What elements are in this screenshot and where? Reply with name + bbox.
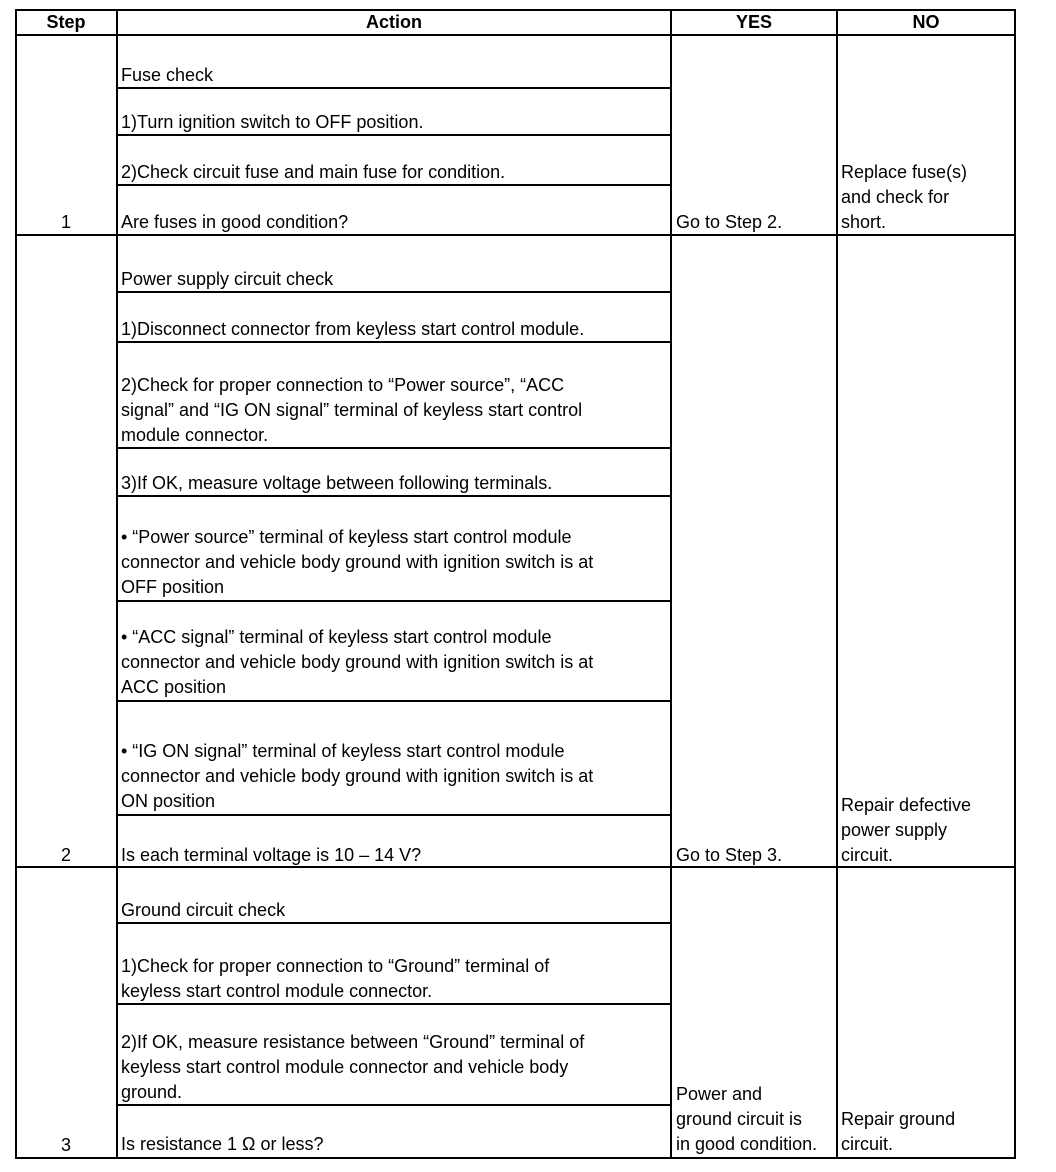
action-line: ACC position <box>121 677 227 697</box>
yes-result: Power and <box>676 1084 763 1104</box>
action-line: • “ACC signal” terminal of keyless start control module <box>121 627 552 647</box>
header-no: NO <box>912 12 940 32</box>
action-line: connector and vehicle body ground with ignition switch is at <box>121 652 594 672</box>
action-line: ground. <box>121 1082 183 1102</box>
no-result: power supply <box>841 820 948 840</box>
action-line: Power supply circuit check <box>121 269 334 289</box>
action-line: signal” and “IG ON signal” terminal of keyless start control <box>121 400 583 420</box>
action-line: keyless start control module connector. <box>121 981 433 1001</box>
no-result: short. <box>841 212 887 232</box>
action-divider <box>116 600 672 602</box>
action-line: 1)Check for proper connection to “Ground” terminal of <box>121 956 550 976</box>
no-result: Replace fuse(s) <box>841 162 968 182</box>
grid-line <box>670 9 672 1159</box>
action-line: 2)Check circuit fuse and main fuse for condition. <box>121 162 506 182</box>
no-result: circuit. <box>841 1134 894 1154</box>
action-line: 3)If OK, measure voltage between following terminals. <box>121 473 553 493</box>
yes-result: ground circuit is <box>676 1109 803 1129</box>
grid-line <box>15 9 1016 11</box>
action-line: OFF position <box>121 577 225 597</box>
header-step: Step <box>46 12 86 32</box>
action-line: Is resistance 1 Ω or less? <box>121 1134 324 1154</box>
action-line: Fuse check <box>121 65 214 85</box>
action-line: • “Power source” terminal of keyless start control module <box>121 527 572 547</box>
yes-result: Go to Step 2. <box>676 212 783 232</box>
action-line: • “IG ON signal” terminal of keyless start control module <box>121 741 565 761</box>
action-divider <box>116 814 672 816</box>
action-line: connector and vehicle body ground with ignition switch is at <box>121 766 594 786</box>
action-line: ON position <box>121 791 216 811</box>
no-result: Repair defective <box>841 795 972 815</box>
action-divider <box>116 700 672 702</box>
header-action: Action <box>366 12 422 32</box>
action-line: Are fuses in good condition? <box>121 212 349 232</box>
action-line: Is each terminal voltage is 10 – 14 V? <box>121 845 422 865</box>
header-yes: YES <box>735 12 773 32</box>
grid-line <box>1014 9 1016 1159</box>
action-divider <box>116 1104 672 1106</box>
grid-line <box>15 34 1016 36</box>
step-number: 2 <box>60 845 71 865</box>
no-result: and check for <box>841 187 950 207</box>
action-line: Ground circuit check <box>121 900 286 920</box>
grid-line <box>15 9 17 1159</box>
action-line: module connector. <box>121 425 269 445</box>
no-result: Repair ground <box>841 1109 956 1129</box>
grid-line <box>116 9 118 1159</box>
grid-line <box>836 9 838 1159</box>
action-line: 2)If OK, measure resistance between “Ground” terminal of <box>121 1032 585 1052</box>
no-result: circuit. <box>841 845 894 865</box>
action-line: keyless start control module connector and vehicle body <box>121 1057 569 1077</box>
action-line: 1)Disconnect connector from keyless start control module. <box>121 319 585 339</box>
step-number: 1 <box>60 212 71 232</box>
action-line: connector and vehicle body ground with ignition switch is at <box>121 552 594 572</box>
step-number: 3 <box>60 1135 71 1155</box>
action-line: 2)Check for proper connection to “Power source”, “ACC <box>121 375 565 395</box>
action-line: 1)Turn ignition switch to OFF position. <box>121 112 424 132</box>
yes-result: Go to Step 3. <box>676 845 783 865</box>
yes-result: in good condition. <box>676 1134 818 1154</box>
grid-line <box>15 1157 1016 1159</box>
